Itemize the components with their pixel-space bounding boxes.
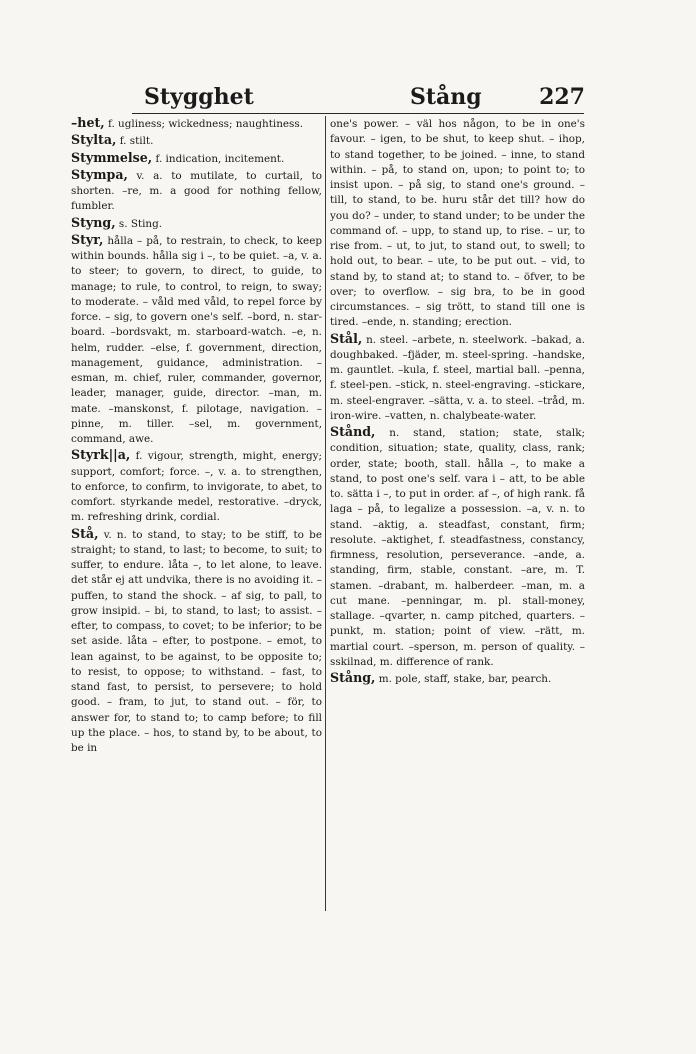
entry-headword: –het,	[71, 115, 105, 130]
dictionary-entry	[71, 232, 322, 448]
entry-headword: Styrk||a,	[71, 447, 131, 463]
entry-definition: n. steel. –arbete, n. steelwork. –bakad, a. doughbaked. –fjäder, m. steel-spring. –handske, m. gauntlet. –kula, f. steel, martial ball. –penna, f. steel-pen. –stick, n. steel-engraving. –stickare, m. steel-engraver. –sätta, v. a. to steel. –tråd, m. iron-wire. –vatten, n. chalybeate-water.	[330, 333, 585, 422]
entry-definition: hålla – på, to restrain, to check, to keep within bounds. hålla sig i –, to be quiet. –a, v. a. to steer; to govern, to direct, to guide, to manage; to rule, to control, to reign, to sway; to moderate. – våld med våld, to repel force by force. – sig, to govern one's self. –bord, n. star-board. –bordsvakt, m. starboard-watch. –e, n. helm, rudder. –else, f. government, direction, management, guidance, administration. –esman, m. chief, ruler, commander, governor, leader, manager, guide, director. –man, m. mate. –manskonst, f. pilotage, navigation. –pinne, m. tiller. –sel, m. government, command, awe.	[71, 234, 322, 445]
dictionary-entry	[71, 132, 322, 149]
entry-definition: n. stand, station; state, stalk; condition, situation; state, quality, class, rank; order, state; booth, stall. hålla –, to make a stand, to post one's self. vara i – att, to be able to. sätta i –, to put in order. af –, of high rank. få laga – på, to legalize a possession. –a, v. n. to stand. –aktig, a. steadfast, constant, firm; resolute. –aktighet, f. steadfastness, constancy, firmness, resolution, perseverance. –ande, a. standing, firm, stable, constant. –are, m. T. stamen. –drabant, m. halberdeer. –man, m. a cut mane. –penningar, m. pl. stall-money, stallage. –qvarter, n. camp pitched, quarters. –punkt, m. station; point of view. –rätt, m. martial court. –sperson, m. person of quality. –sskilnad, m. difference of rank.	[330, 427, 585, 668]
dictionary-entry	[330, 424, 585, 670]
right-column	[330, 115, 585, 910]
entry-definition: f. ugliness; wickedness; naughtiness.	[104, 118, 304, 130]
entry-definition: f. vigour, strength, might, energy; support, comfort; force. –, v. a. to strengthen, to enforce, to confirm, to invigorate, to abet, to comfort. styrkande medel, restorative. –dryck, m. refreshing drink, cordial.	[71, 450, 322, 524]
running-head-left: Stygghet	[144, 84, 254, 110]
dictionary-entry	[71, 115, 322, 132]
entry-definition: f. stilt.	[116, 135, 154, 148]
entry-definition: m. pole, staff, stake, bar, pearch.	[375, 673, 552, 685]
entry-headword: Stylta,	[71, 132, 117, 148]
dictionary-entry	[330, 670, 585, 687]
entry-headword: Stympa,	[71, 166, 128, 182]
entry-definition: v. n. to stand, to stay; to be stiff, to be straight; to stand, to last; to become, to suit; to suffer, to endure. låta –, to let alone, to leave. det står ej att undvika, there is no avoiding it. – puffen, to stand the shock. – af sig, to pall, to grow insipid. – bi, to stand, to last; to assist. – efter, to compass, to covet; to be inferior; to be set aside. låta – efter, to postpone. – emot, to lean against, to be against, to be opposite to; to resist, to oppose; to withstand. – fast, to stand fast, to persist, to persevere; to hold good. – fram, to jut, to stand out. – för, to answer for, to stand to; to camp before; to fill up the place. – hos, to stand by, to be about, to be in	[71, 528, 322, 754]
entry-headword: Stymmelse,	[71, 149, 153, 165]
running-head-right: Stång	[410, 84, 482, 110]
entry-headword: Stånd,	[330, 424, 376, 439]
entry-definition: v. a. to mutilate, to curtail, to shorten. –re, m. a good for nothing fellow, fumbler.	[71, 169, 322, 213]
entry-headword: Stång,	[330, 670, 376, 685]
entry-definition: f. indication, incitement.	[152, 152, 285, 165]
page-header	[140, 80, 585, 114]
entry-definition: one's power. – väl hos någon, to be in one's favour. – igen, to be shut, to keep shut. – ihop, to stand together, to be joined. – inne, to stand within. – på, to stand on, upon; to point to; to insist upon. – på sig, to stand one's ground. – till, to stand, to be. huru står det till? how do you do? – under, to stand under; to be under the command of. – upp, to stand up, to rise. – ur, to rise from. – ut, to jut, to stand out, to swell; to hold out, to bear. – ute, to be put out. – vid, to stand by, to stand at; to stand to. – öfver, to be over; to overflow. – sig bra, to be in good circumstances. – sig trött, to stand till one is tired. –ende, n. standing; erection.	[330, 118, 585, 329]
dictionary-entry	[71, 447, 322, 525]
page-number: 227	[539, 84, 585, 110]
dictionary-entry	[71, 167, 322, 215]
column-divider	[325, 116, 326, 911]
dictionary-entry	[71, 526, 322, 757]
header-rule	[132, 113, 584, 114]
dictionary-entry	[71, 215, 322, 232]
entry-headword: Styng,	[71, 214, 116, 230]
entry-headword: Styr,	[71, 231, 104, 247]
entry-headword: Stål,	[330, 330, 363, 346]
dictionary-entry	[330, 115, 585, 331]
entry-definition: s. Sting.	[115, 217, 163, 230]
dictionary-entry	[71, 150, 322, 167]
entry-headword: Stå,	[71, 525, 99, 541]
dictionary-entry	[330, 331, 585, 425]
left-column	[71, 115, 322, 910]
